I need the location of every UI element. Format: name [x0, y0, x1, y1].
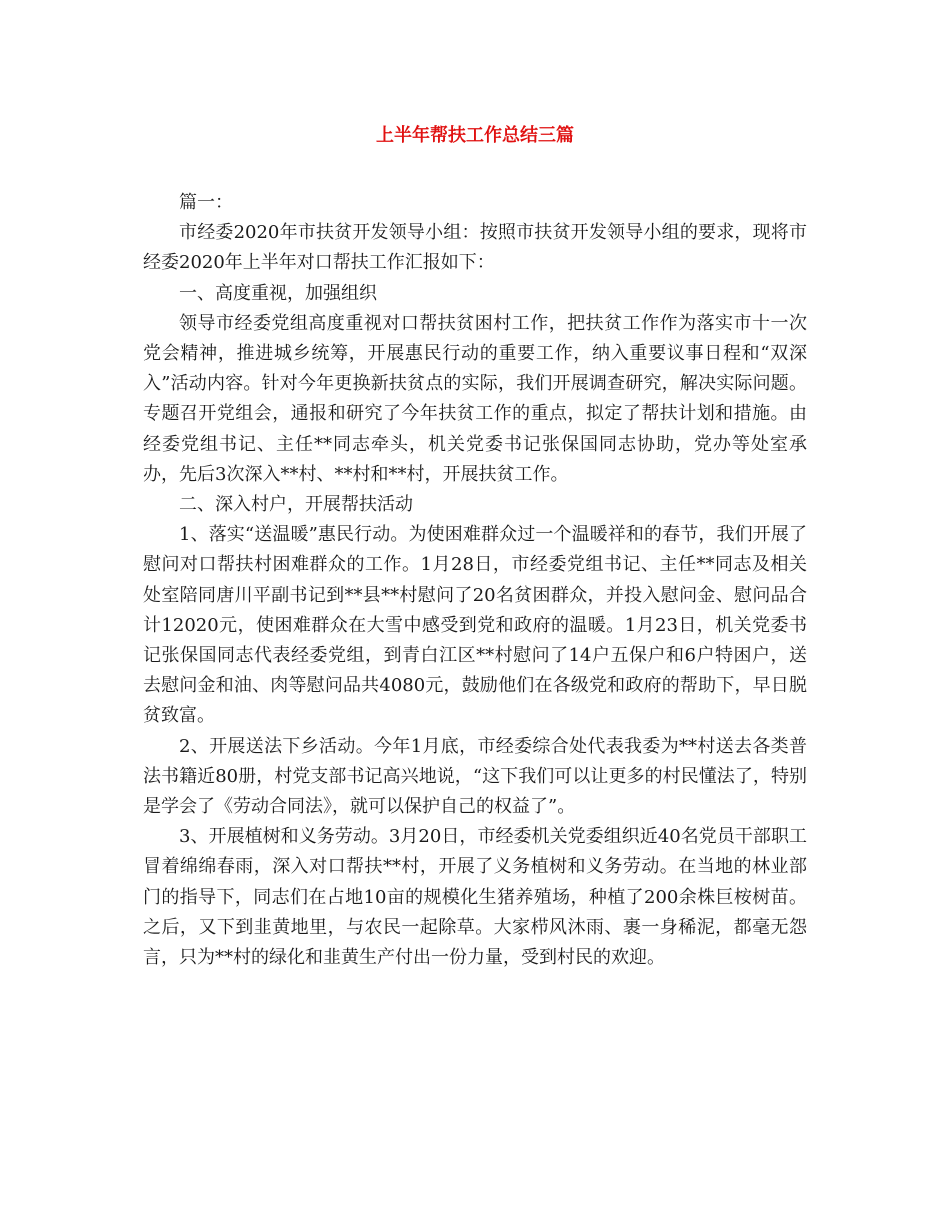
- paragraph-intro: 市经委2020年市扶贫开发领导小组：按照市扶贫开发领导小组的要求，现将市经委2020年上半年对口帮扶工作汇报如下：: [143, 222, 807, 274]
- heading-section-2: 二、深入村户，开展帮扶活动: [179, 494, 413, 516]
- document-title: 上半年帮扶工作总结三篇: [376, 125, 574, 146]
- paragraph-item-3: 3、开展植树和义务劳动。3月20日，市经委机关党委组织近40名党员干部职工冒着绵绵春雨，深入对口帮扶**村，开展了义务植树和义务劳动。在当地的林业部门的指导下，同志们在占地10亩的规模化生猪养殖场，种植了200余株巨桉树苗。之后，又下到韭黄地里，与农民一起除草。大家栉风沐雨、裹一身稀泥，都毫无怨言，只为**村的绿化和韭黄生产付出一份力量，受到村民的欢迎。: [143, 826, 807, 969]
- paragraph-section-1: 领导市经委党组高度重视对口帮扶贫困村工作，把扶贫工作作为落实市十一次党会精神，推进城乡统筹，开展惠民行动的重要工作，纳入重要议事日程和“双深入”活动内容。针对今年更换新扶贫点的实际，我们开展调查研究，解决实际问题。专题召开党组会，通报和研究了今年扶贫工作的重点，拟定了帮扶计划和措施。由经委党组书记、主任**同志牵头，机关党委书记张保国同志协助，党办等处室承办，先后3次深入**村、**村和**村，开展扶贫工作。: [143, 312, 807, 485]
- paragraph-item-1: 1、落实“送温暖”惠民行动。为使困难群众过一个温暖祥和的春节，我们开展了慰问对口帮扶村困难群众的工作。1月28日，市经委党组书记、主任**同志及相关处室陪同唐川平副书记到**县**村慰问了20名贫困群众，并投入慰问金、慰问品合计12020元，使困难群众在大雪中感受到党和政府的温暖。1月23日，机关党委书记张保国同志代表经委党组，到青白江区**村慰问了14户五保户和6户特困户，送去慰问金和油、肉等慰问品共4080元，鼓励他们在各级党和政府的帮助下，早日脱贫致富。: [143, 524, 807, 727]
- paragraph-section-label: 篇一：: [179, 192, 233, 213]
- heading-section-1: 一、高度重视，加强组织: [179, 282, 377, 304]
- document-body: [143, 188, 807, 973]
- paragraph-item-2: 2、开展送法下乡活动。今年1月底，市经委综合处代表我委为**村送去各类普法书籍近80册，村党支部书记高兴地说，“这下我们可以让更多的村民懂法了，特别是学会了《劳动合同法》，就可以保护自己的权益了”。: [143, 735, 807, 818]
